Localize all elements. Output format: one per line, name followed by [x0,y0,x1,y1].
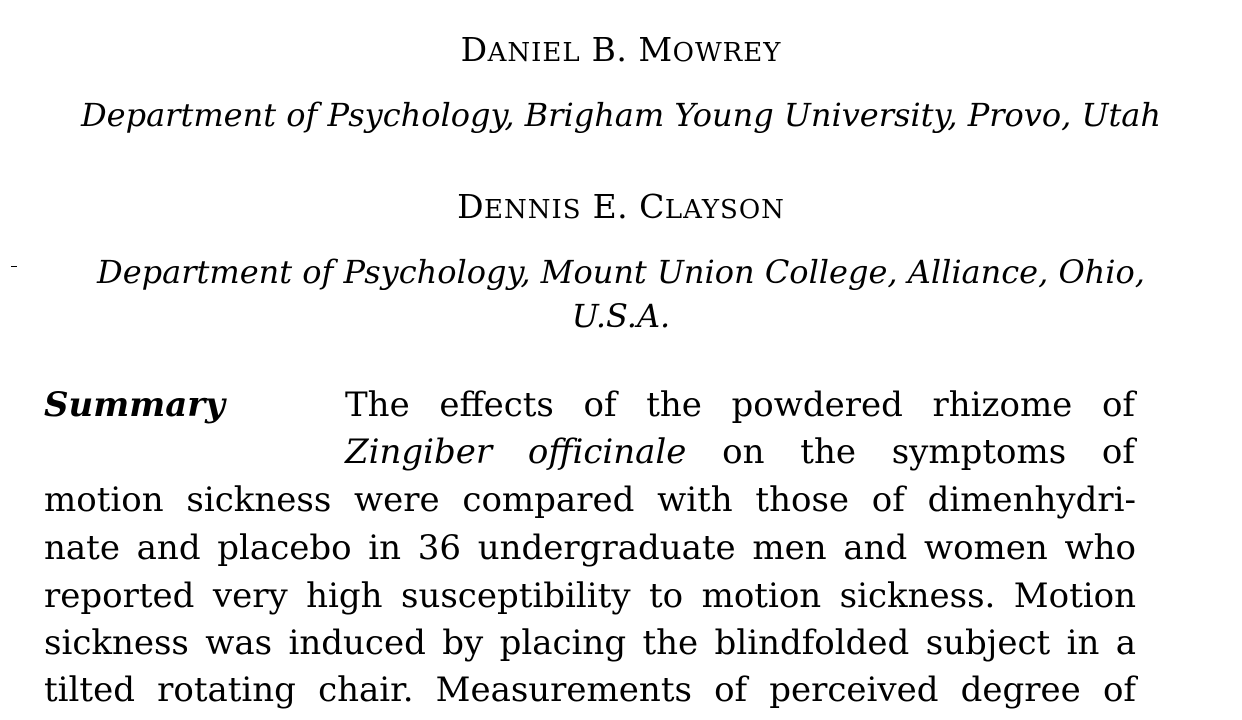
summary-line-6: sickness was induced by placing the blindfolded subject in a [44,623,1136,663]
summary-line-7: tilted rotating chair. Measurements of perceived degree of [44,670,1136,710]
author-2-affiliation-line-2: U.S.A. [571,297,671,335]
author-2-affiliation-line-1: Department of Psychology, Mount Union College, Alliance, Ohio, [97,253,1145,291]
author-2-name: DENNIS E. CLAYSON [457,187,785,226]
summary-line-3: motion sickness were compared with those of dimenhydri- [44,480,1136,520]
author-1-name: DANIEL B. MOWREY [460,30,782,69]
summary-line-2: Zingiber officinale on the symptoms of [345,432,1135,472]
summary-heading: Summary [44,385,225,425]
species-name: Zingiber officinale [345,432,687,472]
summary-line-5: reported very high susceptibility to motion sickness. Motion [44,576,1136,616]
author-1-affiliation: Department of Psychology, Brigham Young University, Provo, Utah [81,96,1161,134]
summary-line-4: nate and placebo in 36 undergraduate men and women who [44,528,1136,568]
summary-line-1: The effects of the powdered rhizome of [345,385,1135,425]
